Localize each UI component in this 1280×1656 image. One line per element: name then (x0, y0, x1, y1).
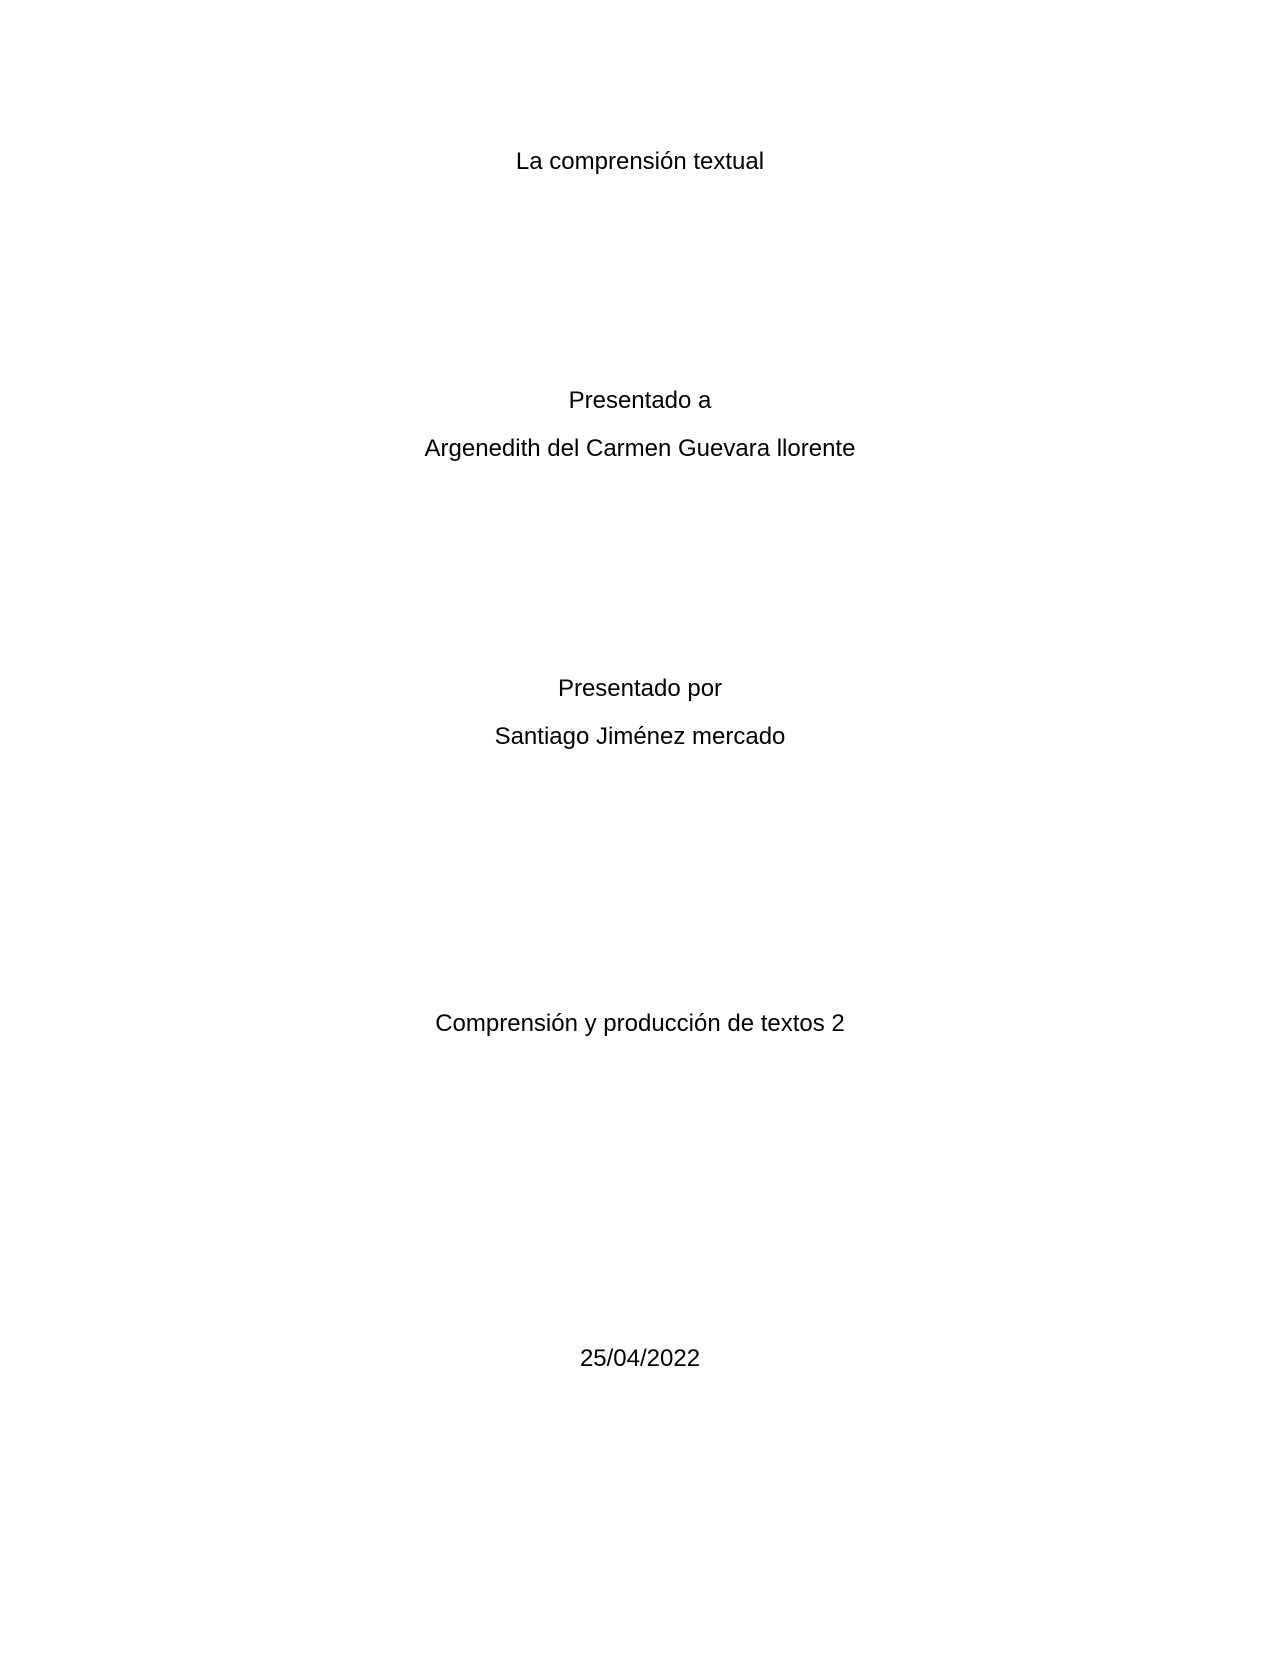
document-date: 25/04/2022 (579, 1345, 701, 1372)
presented-by-label: Presentado por (557, 675, 723, 702)
presented-by-name: Santiago Jiménez mercado (494, 723, 786, 750)
document-title: La comprensión textual (515, 148, 765, 175)
course-name: Comprensión y producción de textos 2 (435, 1010, 845, 1037)
presented-to-label: Presentado a (568, 387, 712, 414)
presented-to-name: Argenedith del Carmen Guevara llorente (424, 435, 856, 462)
